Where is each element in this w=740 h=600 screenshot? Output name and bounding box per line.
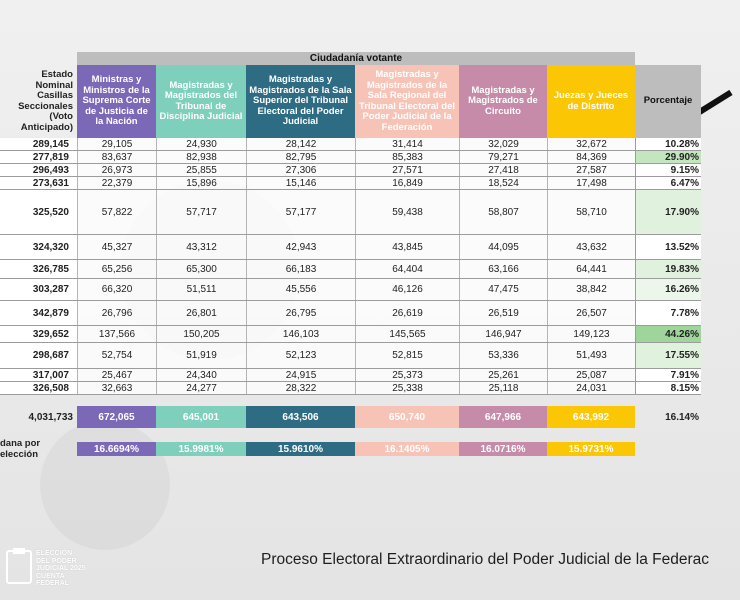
cell-votes: 26,801: [156, 301, 246, 325]
cell-votes: 145,565: [355, 326, 459, 342]
cell-votes: 28,322: [246, 382, 355, 394]
cell-votes: 52,815: [355, 343, 459, 368]
cell-votes: 27,587: [547, 164, 635, 176]
cell-votes: 25,087: [547, 369, 635, 381]
results-table: [0, 138, 701, 395]
cell-votes: 26,507: [547, 301, 635, 325]
cell-votes: 149,123: [547, 326, 635, 342]
table-row: [0, 326, 701, 343]
cell-votes: 43,312: [156, 235, 246, 259]
cell-votes: 51,919: [156, 343, 246, 368]
header-col-5: Magistradas y Magistrados de Circuito: [459, 65, 547, 138]
election-percentage: 15.9981%: [156, 442, 246, 456]
logo: [6, 546, 98, 590]
election-percentage: 16.0716%: [459, 442, 547, 456]
cell-nominal: 329,652: [0, 326, 77, 342]
cell-votes: 57,717: [156, 190, 246, 234]
cell-votes: 51,511: [156, 279, 246, 300]
table-row: [0, 369, 701, 382]
cell-votes: 137,566: [77, 326, 156, 342]
total-votes: 672,065: [77, 406, 156, 428]
cell-votes: 31,414: [355, 138, 459, 150]
table-row: [0, 382, 701, 395]
cell-nominal: 326,508: [0, 382, 77, 394]
election-percentage: 15.9731%: [547, 442, 635, 456]
cell-votes: 26,619: [355, 301, 459, 325]
cell-nominal: 289,145: [0, 138, 77, 150]
cell-votes: 26,795: [246, 301, 355, 325]
cell-nominal: 342,879: [0, 301, 77, 325]
total-votes: 650,740: [355, 406, 459, 428]
cell-percentage: 29.90%: [635, 151, 701, 163]
cell-votes: 42,943: [246, 235, 355, 259]
header-col-6: Juezas y Jueces de Distrito: [547, 65, 635, 138]
cell-votes: 66,320: [77, 279, 156, 300]
cell-votes: 25,467: [77, 369, 156, 381]
cell-percentage: 10.28%: [635, 138, 701, 150]
cell-votes: 52,754: [77, 343, 156, 368]
cell-votes: 64,441: [547, 260, 635, 278]
cell-votes: 85,383: [355, 151, 459, 163]
cell-votes: 24,915: [246, 369, 355, 381]
table-row: [0, 177, 701, 190]
cell-votes: 43,632: [547, 235, 635, 259]
cell-votes: 146,947: [459, 326, 547, 342]
totals-row: [0, 406, 701, 428]
cell-votes: 52,123: [246, 343, 355, 368]
cell-votes: 22,379: [77, 177, 156, 189]
cell-votes: 83,637: [77, 151, 156, 163]
cell-votes: 84,369: [547, 151, 635, 163]
cell-percentage: 16.26%: [635, 279, 701, 300]
cell-votes: 25,118: [459, 382, 547, 394]
table-row: [0, 343, 701, 369]
cell-votes: 150,205: [156, 326, 246, 342]
table-row: [0, 260, 701, 279]
cell-votes: 46,126: [355, 279, 459, 300]
cell-votes: 44,095: [459, 235, 547, 259]
footer-title: Proceso Electoral Extraordinario del Poder Judicial de la Federac: [261, 551, 710, 568]
cell-votes: 51,493: [547, 343, 635, 368]
cell-percentage: 19.83%: [635, 260, 701, 278]
cell-percentage: 7.78%: [635, 301, 701, 325]
total-votes: 643,506: [246, 406, 355, 428]
cell-votes: 25,855: [156, 164, 246, 176]
cell-votes: 25,373: [355, 369, 459, 381]
cell-votes: 58,807: [459, 190, 547, 234]
cell-percentage: 6.47%: [635, 177, 701, 189]
percentage-row-label: dana por elección: [0, 438, 41, 460]
cell-percentage: 44.26%: [635, 326, 701, 342]
total-votes: 645,001: [156, 406, 246, 428]
cell-votes: 17,498: [547, 177, 635, 189]
table-row: [0, 151, 701, 164]
cell-percentage: 17.90%: [635, 190, 701, 234]
cell-votes: 15,896: [156, 177, 246, 189]
cell-votes: 65,256: [77, 260, 156, 278]
total-votes: 647,966: [459, 406, 547, 428]
election-percentage: 16.6694%: [77, 442, 156, 456]
total-votes: 643,992: [547, 406, 635, 428]
table-row: [0, 164, 701, 177]
table-row: [0, 235, 701, 260]
cell-votes: 64,404: [355, 260, 459, 278]
cell-percentage: 9.15%: [635, 164, 701, 176]
header-col-3: Magistradas y Magistrados de la Sala Superior del Tribunal Electoral del Poder Judicial: [246, 65, 355, 138]
cell-votes: 43,845: [355, 235, 459, 259]
cell-votes: 24,277: [156, 382, 246, 394]
header-col-4: Magistradas y Magistrados de la Sala Regional del Tribunal Electoral del Poder Judicial de la Federación: [355, 65, 459, 138]
header-col-1: Ministras y Ministros de la Suprema Corte de Justicia de la Nación: [77, 65, 156, 138]
cell-votes: 82,795: [246, 151, 355, 163]
cell-votes: 24,930: [156, 138, 246, 150]
cell-nominal: 324,320: [0, 235, 77, 259]
cell-votes: 26,519: [459, 301, 547, 325]
cell-votes: 18,524: [459, 177, 547, 189]
cell-votes: 25,338: [355, 382, 459, 394]
cell-votes: 38,842: [547, 279, 635, 300]
cell-nominal: 277,819: [0, 151, 77, 163]
cell-votes: 24,340: [156, 369, 246, 381]
cell-votes: 26,796: [77, 301, 156, 325]
table-row: [0, 190, 701, 235]
cell-votes: 32,029: [459, 138, 547, 150]
election-percentage: 15.9610%: [246, 442, 355, 456]
election-percentage: 16.1405%: [355, 442, 459, 456]
header-percentage: Porcentaje: [635, 65, 701, 138]
cell-votes: 65,300: [156, 260, 246, 278]
cell-votes: 47,475: [459, 279, 547, 300]
logo-text: ELECCIÓN DEL PODER JUDICIAL 2025 CUENTA FEDERAL: [36, 550, 86, 587]
cell-percentage: 8.15%: [635, 382, 701, 394]
cell-votes: 16,849: [355, 177, 459, 189]
super-header: Ciudadanía votante: [77, 52, 635, 65]
cell-votes: 25,261: [459, 369, 547, 381]
total-percentage: 16.14%: [665, 411, 699, 423]
total-nominal: 4,031,733: [28, 411, 73, 423]
cell-votes: 66,183: [246, 260, 355, 278]
cell-nominal: 326,785: [0, 260, 77, 278]
cell-nominal: 317,007: [0, 369, 77, 381]
cell-votes: 45,327: [77, 235, 156, 259]
cell-votes: 26,973: [77, 164, 156, 176]
cell-nominal: 298,687: [0, 343, 77, 368]
cell-votes: 24,031: [547, 382, 635, 394]
cell-nominal: 273,631: [0, 177, 77, 189]
cell-nominal: 303,287: [0, 279, 77, 300]
cell-votes: 45,556: [246, 279, 355, 300]
cell-percentage: 7.91%: [635, 369, 701, 381]
cell-nominal: 325,520: [0, 190, 77, 234]
cell-votes: 146,103: [246, 326, 355, 342]
cell-votes: 29,105: [77, 138, 156, 150]
cell-percentage: 17.55%: [635, 343, 701, 368]
cell-votes: 82,938: [156, 151, 246, 163]
table-row: [0, 138, 701, 151]
cell-votes: 28,142: [246, 138, 355, 150]
cell-votes: 59,438: [355, 190, 459, 234]
header-col-2: Magistradas y Magistrados del Tribunal de Disciplina Judicial: [156, 65, 246, 138]
cell-nominal: 296,493: [0, 164, 77, 176]
cell-votes: 27,306: [246, 164, 355, 176]
cell-votes: 58,710: [547, 190, 635, 234]
cell-votes: 63,166: [459, 260, 547, 278]
cell-votes: 15,146: [246, 177, 355, 189]
cell-votes: 27,571: [355, 164, 459, 176]
header-nominal: Estado Nominal Casillas Seccionales (Voto Anticipado): [18, 69, 73, 133]
cell-votes: 57,822: [77, 190, 156, 234]
cell-votes: 53,336: [459, 343, 547, 368]
ballot-box-icon: [6, 550, 32, 584]
cell-percentage: 13.52%: [635, 235, 701, 259]
table-row: [0, 301, 701, 326]
cell-votes: 79,271: [459, 151, 547, 163]
table-row: [0, 279, 701, 301]
cell-votes: 32,663: [77, 382, 156, 394]
cell-votes: 27,418: [459, 164, 547, 176]
percentage-per-election-row: [0, 438, 640, 460]
cell-votes: 32,672: [547, 138, 635, 150]
cell-votes: 57,177: [246, 190, 355, 234]
